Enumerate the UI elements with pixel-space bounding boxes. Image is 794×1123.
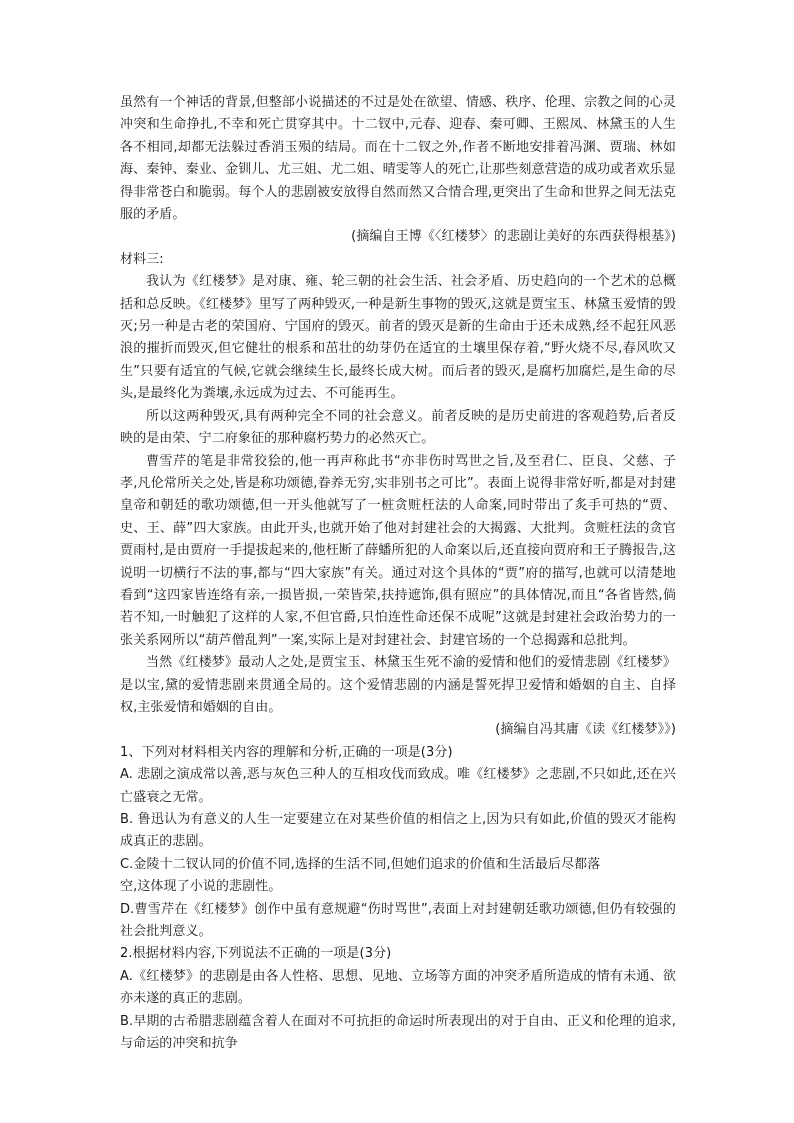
intro-paragraph: 虽然有一个神话的背景,但整部小说描述的不过是处在欲望、情感、秩序、伦理、宗教之间的心灵冲突和生命挣扎,不幸和死亡贯穿其中。十二钗中,元春、迎春、秦可卿、王熙凤、林黛玉的人生各不相同,却都无法躲过香消玉殒的结局。而在十二钗之外,作者不断地安排着冯渊、贾瑞、林如海、秦钟、秦业、金钏儿、尤三姐、尤二姐、晴雯等人的死亡,让那些刻意营造的成功或者欢乐显得非常苍白和脆弱。每个人的悲剧被安放得自然而然又合情合理,更突出了生命和世界之间无法克服的矛盾。 <box>120 95 676 223</box>
document-page <box>120 92 676 1055</box>
source-citation-2: (摘编自冯其庸《读《红楼梦》》) <box>495 722 676 738</box>
question-1-option-a: A. 悲剧之演成常以善,恶与灰色三种人的互相攻伐而致成。唯《红楼梦》之悲剧,不只如此,还在兴亡盛衰之无常。 <box>120 767 676 805</box>
question-2-option-b: B.早期的古希腊悲剧蕴含着人在面对不可抗拒的命运时所表现出的对于自由、正义和伦理的追求,与命运的冲突和抗争 <box>120 1013 676 1052</box>
material-3-paragraph: 所以这两种毁灭,具有两种完全不同的社会意义。前者反映的是历史前进的客观趋势,后者反映的是由荣、宁二府象征的那种腐朽势力的必然灭亡。 <box>120 408 676 447</box>
question-1-option-b: B. 鲁迅认为有意义的人生一定要建立在对某些价值的相信之上,因为只有如此,价值的毁灭才能构成真正的悲剧。 <box>120 812 676 850</box>
question-2-stem: 2.根据材料内容,下列说法不正确的一项是(3分) <box>120 946 392 962</box>
question-2-option-a: A.《红楼梦》的悲剧是由各人性格、思想、见地、立场等方面的冲突矛盾所造成的情有未通、欲亦未遂的真正的悲剧。 <box>120 968 676 1007</box>
source-citation-1: (摘编自王博《〈红楼梦〉的悲剧让美好的东西获得根基》) <box>351 229 676 245</box>
material-3-paragraph: 我认为《红楼梦》是对康、雍、轮三朝的社会生活、社会矛盾、历史趋向的一个艺术的总概括和总反映。《红楼梦》里写了两种毁灭,一种是新生事物的毁灭,这就是贾宝玉、林黛玉爱情的毁灭;另一种是古老的荣国府、宁国府的毁灭。前者的毁灭是新的生命由于还未成熟,经不起狂风恶浪的摧折而毁灭,但它健壮的根系和茁壮的幼芽仍在适宜的土壤里保存着,“野火烧不尽,春风吹又生”只要有适宜的气候,它就会继续生长,最终长成大树。而后者的毁灭,是腐朽加腐烂,是生命的尽头,是最终化为粪壤,永远成为过去、不可能再生。 <box>120 274 676 402</box>
material-3-heading: 材料三: <box>120 251 164 267</box>
material-3-paragraph: 曹雪芹的笔是非常狡狯的,他一再声称此书“亦非伤时骂世之旨,及至君仁、臣良、父慈、子孝,凡伦常所关之处,皆是称功颂德,眷养无穷,实非别书之可比”。表面上说得非常好听,都是对封建皇帝和朝廷的歌功颂德,但一开头他就写了一桩贪赃枉法的人命案,同时带出了炙手可热的“贾、史、王、薛”四大家族。由此开头,也就开始了他对封建社会的大揭露、大批判。贪赃枉法的贪官贾雨村,是由贾府一手提拔起来的,他枉断了薛蟠所犯的人命案以后,还直接向贾府和王子腾报告,这说明一切横行不法的事,都与“四大家族”有关。通过对这个具体的“贾”府的描写,也就可以清楚地看到“这四家皆连络有亲,一损皆损,一荣皆荣,扶持遮饰,俱有照应”的具体情况,而且“各省皆然,倘若不知,一时触犯了这样的人家,不但官爵,只怕连性命还保不成呢”这就是封建社会政治势力的一张关系网所以“葫芦僧乱判”一案,实际上是对封建社会、封建官场的一个总揭露和总批判。 <box>120 453 676 648</box>
question-1-option-c: C.金陵十二钗认同的价值不同,选择的生活不同,但她们追求的价值和生活最后尽都落 <box>120 856 601 872</box>
question-1-stem: 1、下列对材料相关内容的理解和分析,正确的一项是(3分) <box>120 744 453 760</box>
question-1-option-c-continued: 空,这体现了小说的悲剧性。 <box>120 879 282 895</box>
material-3-paragraph: 当然《红楼梦》最动人之处,是贾宝玉、林黛玉生死不渝的爱情和他们的爱情悲剧《红楼梦》是以宝,黛的爱情悲剧来贯通全局的。这个爱情悲剧的内涵是誓死捍卫爱情和婚姻的自主、自择权,主张爱情和婚姻的自由。 <box>120 655 676 715</box>
question-1-option-d: D.曹雪芹在《红楼梦》创作中虽有意规避“伤时骂世”,表面上对封建朝廷歌功颂德,但仍有较强的社会批判意义。 <box>120 901 676 940</box>
